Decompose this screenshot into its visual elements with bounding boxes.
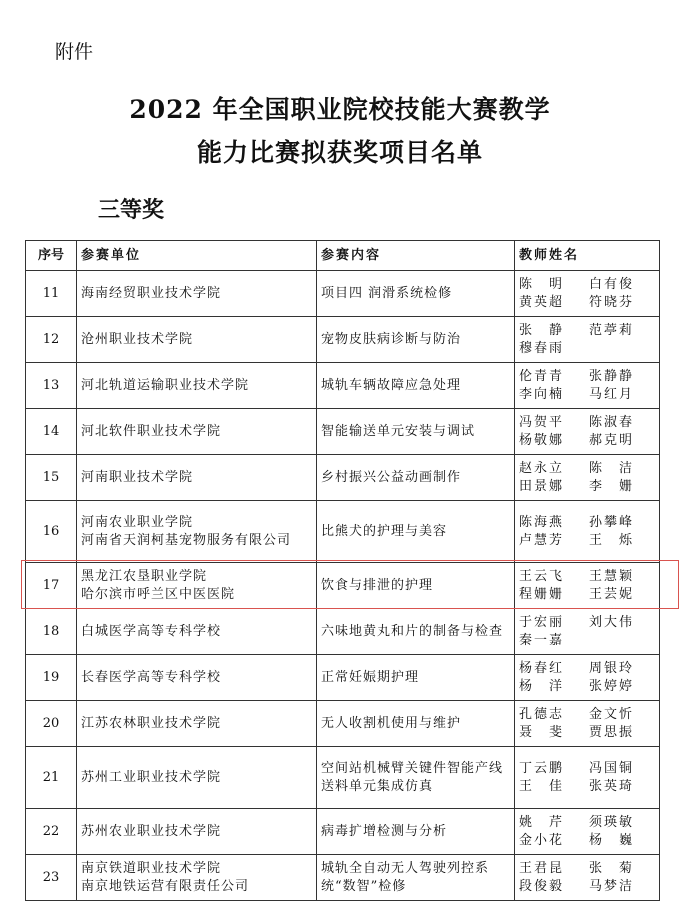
participating-unit [77, 609, 317, 655]
teacher-name: 周银玲 [589, 660, 635, 676]
row-number: 17 [26, 563, 77, 609]
teacher-line [519, 706, 655, 724]
teacher-line [519, 778, 655, 796]
teacher-line [519, 478, 655, 496]
teacher-name: 孔德志 [519, 706, 565, 722]
row-number: 15 [26, 455, 77, 501]
teacher-name: 张 菊 [589, 860, 635, 876]
teacher-name: 王 烁 [589, 532, 635, 548]
unit-name: 苏州工业职业技术学院 [81, 769, 222, 785]
teacher-name: 杨敬娜 [519, 432, 565, 448]
teacher-name: 段俊毅 [519, 878, 565, 894]
unit-name: 河北软件职业技术学院 [81, 423, 222, 439]
teacher-name: 丁云鹏 [519, 760, 565, 776]
row-number: 16 [26, 501, 77, 563]
teacher-name: 赵永立 [519, 460, 565, 476]
table-row [26, 409, 660, 455]
teacher-names [515, 271, 660, 317]
row-number: 18 [26, 609, 77, 655]
participating-unit [77, 271, 317, 317]
table-row [26, 809, 660, 855]
table-header-row [26, 241, 660, 271]
column-header-content: 参赛内容 [317, 241, 515, 271]
teacher-name: 黄英超 [519, 294, 565, 310]
teacher-line [519, 460, 655, 478]
table-row [26, 655, 660, 701]
table-row [26, 563, 660, 609]
award-table [25, 240, 660, 901]
teacher-name: 张静静 [589, 368, 635, 384]
teacher-name: 杨春红 [519, 660, 565, 676]
table-row [26, 855, 660, 901]
competition-content: 六味地黄丸和片的制备与检查 [317, 609, 515, 655]
table-row [26, 271, 660, 317]
teacher-name: 陈 明 [519, 276, 565, 292]
teacher-line [519, 860, 655, 878]
teacher-names [515, 455, 660, 501]
row-number: 14 [26, 409, 77, 455]
teacher-names [515, 363, 660, 409]
teacher-line [519, 832, 655, 850]
teacher-line [519, 432, 655, 450]
teacher-name: 陈海燕 [519, 514, 565, 530]
teacher-names [515, 747, 660, 809]
teacher-name: 杨 巍 [589, 832, 635, 848]
teacher-name: 冯国铜 [589, 760, 635, 776]
row-number: 13 [26, 363, 77, 409]
participating-unit [77, 563, 317, 609]
teacher-line [519, 514, 655, 532]
teacher-name: 杨 洋 [519, 678, 565, 694]
teacher-name: 于宏丽 [519, 614, 565, 630]
row-number: 19 [26, 655, 77, 701]
teacher-line [519, 724, 655, 742]
column-header-unit: 参赛单位 [77, 241, 317, 271]
teacher-line [519, 414, 655, 432]
column-header-number: 序号 [26, 241, 77, 271]
teacher-name: 须瑛敏 [589, 814, 635, 830]
participating-unit [77, 501, 317, 563]
unit-name: 河南省天润柯基宠物服务有限公司 [81, 532, 292, 548]
teacher-line [519, 276, 655, 294]
competition-content: 项目四 润滑系统检修 [317, 271, 515, 317]
teacher-name: 金文忻 [589, 706, 635, 722]
teacher-names [515, 609, 660, 655]
unit-name: 海南经贸职业技术学院 [81, 285, 222, 301]
teacher-line [519, 340, 655, 358]
table-row [26, 701, 660, 747]
row-number: 22 [26, 809, 77, 855]
teacher-name: 王芸妮 [589, 586, 635, 602]
unit-name: 哈尔滨市呼兰区中医医院 [81, 586, 236, 602]
page-title-line2: 能力比赛拟获奖项目名单 [196, 138, 483, 167]
teacher-name: 田景娜 [519, 478, 565, 494]
participating-unit [77, 317, 317, 363]
competition-content: 空间站机械臂关键件智能产线送料单元集成仿真 [317, 747, 515, 809]
participating-unit [77, 363, 317, 409]
teacher-name: 张 静 [519, 322, 565, 338]
teacher-names [515, 317, 660, 363]
teacher-name: 张英琦 [589, 778, 635, 794]
competition-content: 正常妊娠期护理 [317, 655, 515, 701]
teacher-name: 陈 洁 [589, 460, 635, 476]
row-number: 20 [26, 701, 77, 747]
competition-content: 病毒扩增检测与分析 [317, 809, 515, 855]
teacher-name: 孙攀峰 [589, 514, 635, 530]
teacher-name: 符晓芬 [589, 294, 635, 310]
row-number: 12 [26, 317, 77, 363]
unit-name: 河南职业技术学院 [81, 469, 194, 485]
teacher-name: 程姗姗 [519, 586, 565, 602]
teacher-name: 李向楠 [519, 386, 565, 402]
teacher-line [519, 660, 655, 678]
participating-unit [77, 855, 317, 901]
teacher-names [515, 409, 660, 455]
teacher-line [519, 568, 655, 586]
unit-name: 南京地铁运营有限责任公司 [81, 878, 250, 894]
row-number: 21 [26, 747, 77, 809]
participating-unit [77, 455, 317, 501]
teacher-line [519, 614, 655, 632]
unit-name: 白城医学高等专科学校 [81, 623, 222, 639]
competition-content: 宠物皮肤病诊断与防治 [317, 317, 515, 363]
teacher-name: 马红月 [589, 386, 635, 402]
table-row [26, 363, 660, 409]
teacher-name: 陈淑春 [589, 414, 635, 430]
teacher-line [519, 532, 655, 550]
teacher-names [515, 855, 660, 901]
table-row [26, 747, 660, 809]
teacher-name: 郝克明 [589, 432, 635, 448]
teacher-line [519, 760, 655, 778]
table-row [26, 609, 660, 655]
table-row [26, 317, 660, 363]
table-row [26, 501, 660, 563]
competition-content: 乡村振兴公益动画制作 [317, 455, 515, 501]
participating-unit [77, 809, 317, 855]
teacher-names [515, 655, 660, 701]
competition-content: 饮食与排泄的护理 [317, 563, 515, 609]
teacher-name: 聂 斐 [519, 724, 565, 740]
teacher-line [519, 386, 655, 404]
column-header-teachers: 教师姓名 [515, 241, 660, 271]
teacher-name: 刘大伟 [589, 614, 635, 630]
teacher-name: 王慧颖 [589, 568, 635, 584]
teacher-name: 马梦洁 [589, 878, 635, 894]
unit-name: 沧州职业技术学院 [81, 331, 194, 347]
unit-name: 长春医学高等专科学校 [81, 669, 222, 685]
teacher-line [519, 586, 655, 604]
competition-content: 智能输送单元安装与调试 [317, 409, 515, 455]
teacher-line [519, 678, 655, 696]
unit-name: 江苏农林职业技术学院 [81, 715, 222, 731]
table-row [26, 455, 660, 501]
competition-content: 城轨全自动无人驾驶列控系统“数智”检修 [317, 855, 515, 901]
teacher-name: 卢慧芳 [519, 532, 565, 548]
teacher-name: 冯贺平 [519, 414, 565, 430]
participating-unit [77, 701, 317, 747]
teacher-name: 王 佳 [519, 778, 565, 794]
teacher-name: 秦一嘉 [519, 632, 565, 648]
teacher-line [519, 878, 655, 896]
teacher-line [519, 294, 655, 312]
teacher-name: 王君昆 [519, 860, 565, 876]
teacher-name: 姚 芹 [519, 814, 565, 830]
teacher-line [519, 632, 655, 650]
teacher-name: 金小花 [519, 832, 565, 848]
row-number: 23 [26, 855, 77, 901]
teacher-name: 李 姗 [589, 478, 635, 494]
competition-content: 比熊犬的护理与美容 [317, 501, 515, 563]
participating-unit [77, 747, 317, 809]
participating-unit [77, 655, 317, 701]
unit-name: 苏州农业职业技术学院 [81, 823, 222, 839]
teacher-line [519, 814, 655, 832]
teacher-name: 范葶莉 [589, 322, 635, 338]
teacher-names [515, 501, 660, 563]
participating-unit [77, 409, 317, 455]
unit-name: 河北轨道运输职业技术学院 [81, 377, 250, 393]
prize-level-heading: 三等奖 [98, 198, 165, 223]
teacher-name: 贾思振 [589, 724, 635, 740]
teacher-names [515, 809, 660, 855]
competition-content: 城轨车辆故障应急处理 [317, 363, 515, 409]
teacher-names [515, 563, 660, 609]
teacher-names [515, 701, 660, 747]
unit-name: 河南农业职业学院 [81, 514, 194, 530]
teacher-name: 王云飞 [519, 568, 565, 584]
teacher-name: 伦青青 [519, 368, 565, 384]
row-number: 11 [26, 271, 77, 317]
teacher-line [519, 368, 655, 386]
teacher-name: 白有俊 [589, 276, 635, 292]
page-title-line1: 2022 年全国职业院校技能大赛教学 [129, 95, 551, 124]
competition-content: 无人收割机使用与维护 [317, 701, 515, 747]
teacher-name: 穆春雨 [519, 340, 565, 356]
teacher-line [519, 322, 655, 340]
unit-name: 南京铁道职业技术学院 [81, 860, 222, 876]
unit-name: 黑龙江农垦职业学院 [81, 568, 208, 584]
teacher-name: 张婷婷 [589, 678, 635, 694]
attachment-label: 附件 [55, 41, 94, 63]
